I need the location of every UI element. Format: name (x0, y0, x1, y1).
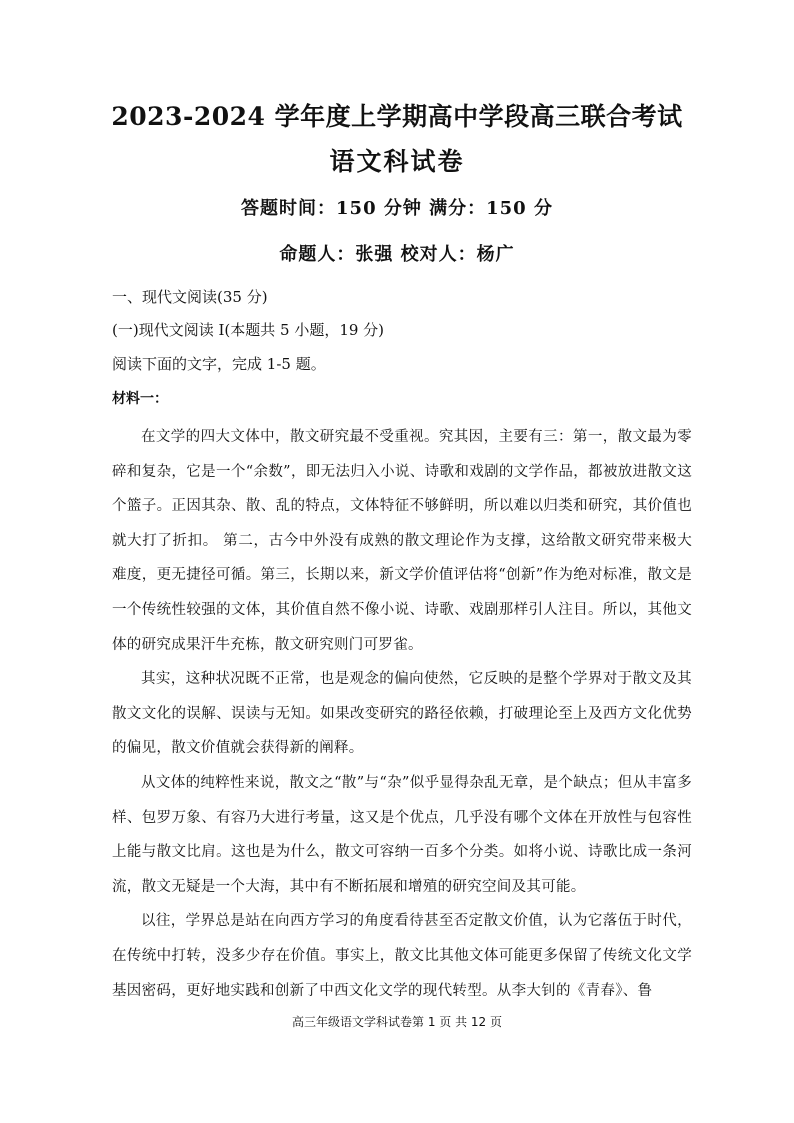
passage-body (112, 420, 692, 1008)
paragraph: 其实，这种状况既不正常，也是观念的偏向使然，它反映的是整个学界对于散文及其散文文化的误解、误读与无知。如果改变研究的路径依赖，打破理论至上及西方文化优势的偏见，散文价值就会获得新的阐释。 (112, 671, 692, 757)
material-label: 材料一： (112, 391, 168, 407)
reading-instruction: 阅读下面的文字，完成 1-5 题。 (112, 355, 326, 373)
paragraph: 在文学的四大文体中，散文研究最不受重视。究其因，主要有三：第一，散文最为零碎和复杂，它是一个“余数”，即无法归入小说、诗歌和戏剧的文学作品，都被放进散文这个篮子。正因其杂、散、乱的特点，文体特征不够鲜明，所以难以归类和研究，其价值也就大打了折扣。 第二，古今中外没有成熟的散文理论作为支撑，这给散文研究带来极大难度，更无捷径可循。第三，长期以来，新文学价值评估将“创新”作为绝对标准，散文是一个传统性较强的文体，其价值自然不像小说、诗歌、戏剧那样引人注目。所以，其他文体的研究成果汗牛充栋，散文研究则门可罗雀。 (112, 429, 692, 653)
subsection-heading: (一)现代文阅读 I(本题共 5 小题，19 分) (112, 321, 385, 339)
paragraph: 以往，学界总是站在向西方学习的角度看待甚至否定散文价值，认为它落伍于时代，在传统中打转，没多少存在价值。事实上，散文比其他文体可能更多保留了传统文化文学基因密码，更好地实践和创新了中西文化文学的现代转型。从李大钊的《青春》、鲁 (112, 913, 692, 999)
time-score-info: 答题时间：150 分钟 满分：150 分 (241, 198, 553, 219)
author-info: 命题人：张强 校对人：杨广 (279, 244, 515, 265)
section-heading: 一、现代文阅读(35 分) (112, 288, 268, 306)
exam-subtitle: 语文科试卷 (329, 147, 465, 176)
exam-title: 2023-2024 学年度上学期高中学段高三联合考试 (111, 102, 683, 131)
page-footer: 高三年级语文学科试卷第 1 页 共 12 页 (292, 1015, 502, 1029)
paragraph: 从文体的纯粹性来说，散文之“散”与“杂”似乎显得杂乱无章，是个缺点；但从丰富多样、包罗万象、有容乃大进行考量，这又是个优点，几乎没有哪个文体在开放性与包容性上能与散文比肩。这也是为什么，散文可容纳一百多个分类。如将小说、诗歌比成一条河流，散文无疑是一个大海，其中有不断拓展和增殖的研究空间及其可能。 (112, 774, 692, 895)
